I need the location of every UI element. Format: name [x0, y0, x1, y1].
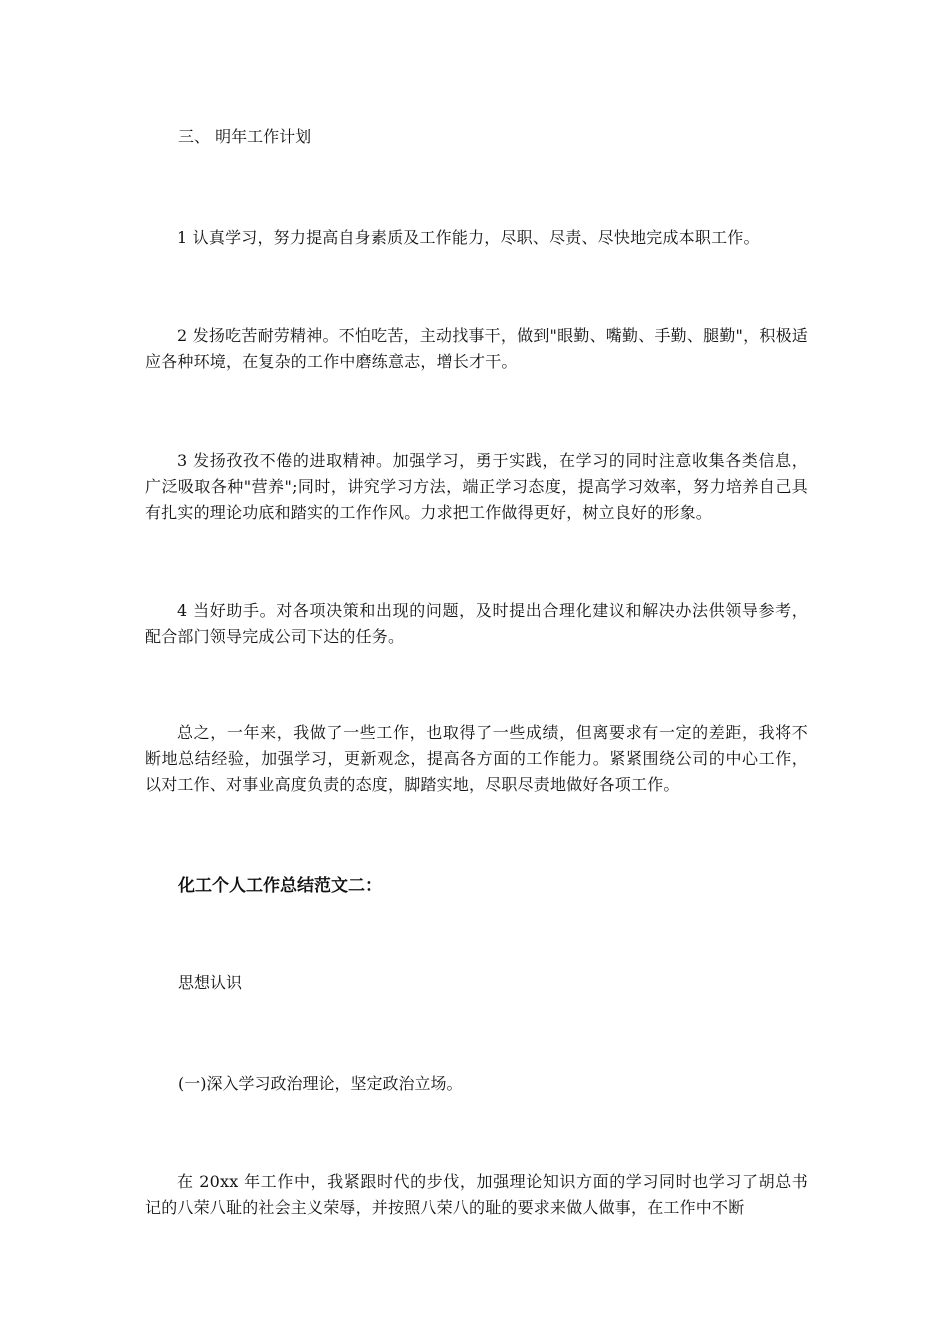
plan-item-3: 3 发扬孜孜不倦的进取精神。加强学习，勇于实践，在学习的同时注意收集各类信息，广泛吸取各种"营养";同时，讲究学习方法，端正学习态度，提高学习效率，努力培养自己具有扎实的理论功底和踏实的工作作风。力求把工作做得更好，树立良好的形象。 — [145, 451, 808, 522]
section-heading: 三、 明年工作计划 — [178, 127, 312, 146]
conclusion-paragraph: 总之，一年来，我做了一些工作，也取得了一些成绩，但离要求有一定的差距，我将不断地总结经验，加强学习，更新观念，提高各方面的工作能力。紧紧围绕公司的中心工作，以对工作、对事业高度负责的态度，脚踏实地，尽职尽责地做好各项工作。 — [145, 723, 808, 794]
subheading: 思想认识 — [178, 973, 243, 992]
second-document-title: 化工个人工作总结范文二： — [178, 876, 382, 896]
plan-item-4: 4 当好助手。对各项决策和出现的问题，及时提出合理化建议和解决办法供领导参考，配合部门领导完成公司下达的任务。 — [145, 601, 808, 646]
body-paragraph: 在 20xx 年工作中，我紧跟时代的步伐，加强理论知识方面的学习同时也学习了胡总书记的八荣八耻的社会主义荣辱，并按照八荣八的耻的要求来做人做事，在工作中不断 — [145, 1172, 808, 1217]
plan-item-2: 2 发扬吃苦耐劳精神。不怕吃苦，主动找事干，做到"眼勤、嘴勤、手勤、腿勤"，积极适应各种环境，在复杂的工作中磨练意志，增长才干。 — [145, 326, 808, 371]
point-one-heading: (一)深入学习政治理论，坚定政治立场。 — [178, 1074, 463, 1093]
plan-item-1: 1 认真学习，努力提高自身素质及工作能力，尽职、尽责、尽快地完成本职工作。 — [177, 228, 760, 247]
